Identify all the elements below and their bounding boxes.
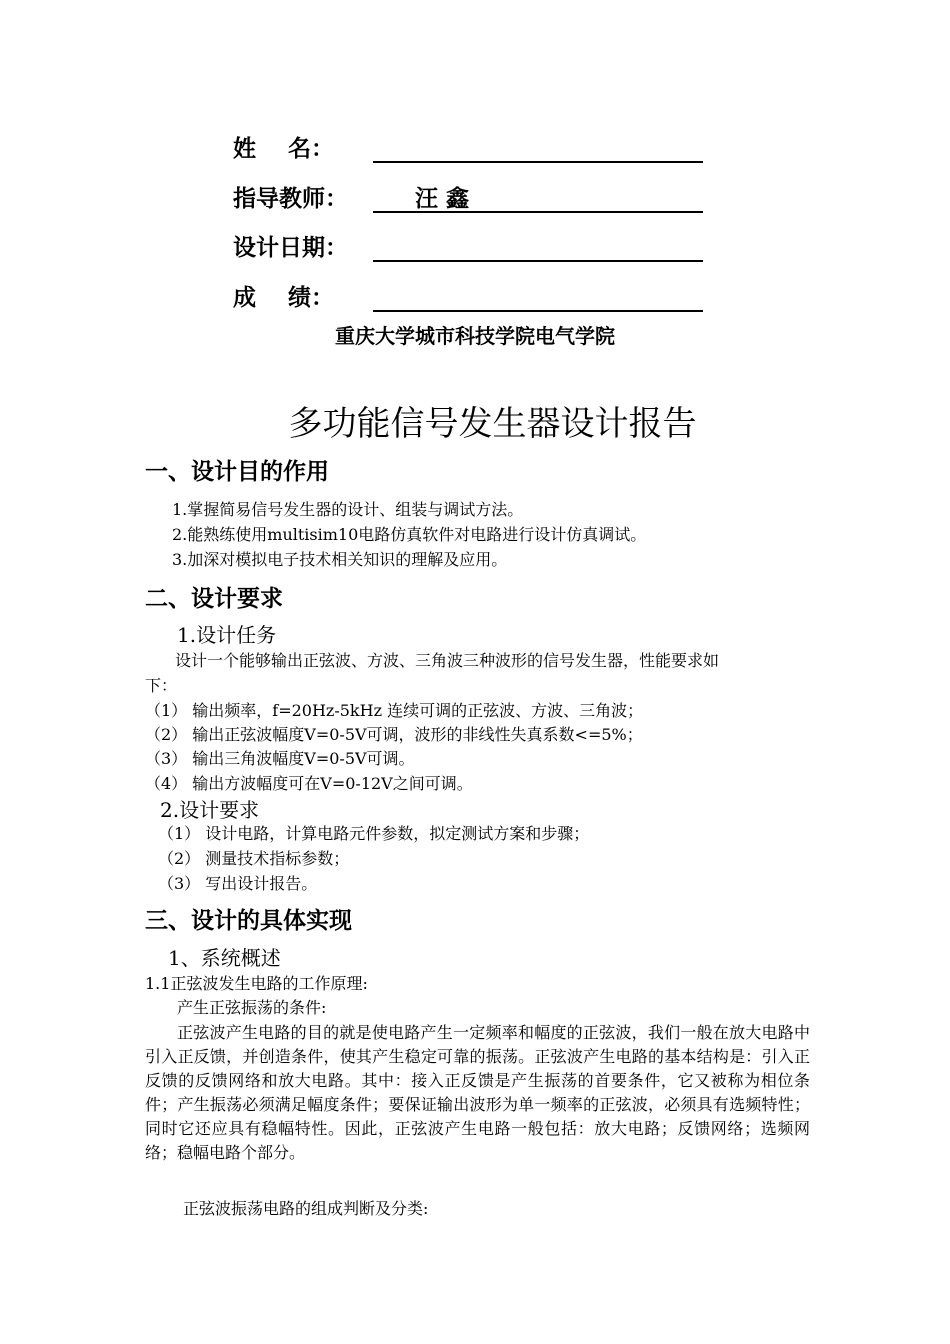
grade-label: 成 绩： — [233, 285, 335, 311]
task-line-1: 设计一个能够输出正弦波、方波、三角波三种波形的信号发生器，性能要求如 — [175, 651, 720, 670]
name-row — [233, 134, 713, 168]
req-item-2: （2） 输出正弦波幅度V=0-5V可调，波形的非线性失真系数<=5%； — [145, 725, 643, 744]
advisor-label: 指导教师： — [233, 186, 348, 212]
design-item-2: （2） 测量技术指标参数； — [158, 849, 350, 868]
date-row — [233, 233, 713, 267]
name-underline — [373, 161, 703, 163]
section2-heading: 二、设计要求 — [145, 586, 283, 612]
sine-principle-heading: 1.1正弦波发生电路的工作原理: — [145, 974, 368, 993]
section3-heading: 三、设计的具体实现 — [145, 908, 352, 934]
advisor-row — [233, 184, 713, 218]
school-name: 重庆大学城市科技学院电气学院 — [335, 324, 615, 348]
sine-paragraph: 正弦波产生电路的目的就是使电路产生一定频率和幅度的正弦波，我们一般在放大电路中引入正反馈，并创造条件，使其产生稳定可靠的振荡。正弦波产生电路的基本结构是：引入正反馈的反馈网络和放大电路。其中：接入正反馈是产生振荡的首要条件，它又被称为相位条件；产生振荡必须满足幅度条件；要保证输出波形为单一频率的正弦波，必须具有选频特性；同时它还应具有稳幅特性。因此，正弦波产生电路一般包括：放大电路；反馈网络；选频网络；稳幅电路个部分。 — [145, 1023, 810, 1162]
req-item-4: （4） 输出方波幅度可在V=0-12V之间可调。 — [145, 774, 473, 793]
sec1-item-2: 2.能熟练使用multisim10电路仿真软件对电路进行设计仿真调试。 — [172, 525, 647, 544]
name-label: 姓 名： — [233, 136, 335, 162]
report-title: 多功能信号发生器设计报告 — [288, 404, 697, 444]
task-heading: 1.设计任务 — [177, 623, 277, 647]
date-underline — [373, 260, 703, 262]
sec1-item-1: 1.掌握简易信号发生器的设计、组装与调试方法。 — [172, 500, 524, 519]
date-label: 设计日期： — [233, 235, 348, 261]
advisor-underline — [373, 211, 703, 213]
req-item-1: （1） 输出频率，f=20Hz-5kHz 连续可调的正弦波、方波、三角波； — [145, 701, 644, 720]
design-heading: 2.设计要求 — [160, 798, 260, 822]
design-item-1: （1） 设计电路，计算电路元件参数，拟定测试方案和步骤； — [158, 824, 590, 843]
overview-heading: 1、系统概述 — [168, 946, 281, 970]
advisor-value: 汪 鑫 — [415, 186, 470, 212]
oscillation-condition: 产生正弦振荡的条件: — [177, 998, 327, 1017]
sec1-item-3: 3.加深对模拟电子技术相关知识的理解及应用。 — [172, 550, 508, 569]
section1-heading: 一、设计目的作用 — [145, 459, 329, 485]
task-line-2: 下： — [145, 676, 178, 695]
req-item-3: （3） 输出三角波幅度V=0-5V可调。 — [145, 749, 415, 768]
classification-line: 正弦波振荡电路的组成判断及分类: — [183, 1199, 429, 1218]
grade-underline — [373, 310, 703, 312]
design-item-3: （3） 写出设计报告。 — [158, 874, 318, 893]
grade-row — [233, 283, 713, 317]
